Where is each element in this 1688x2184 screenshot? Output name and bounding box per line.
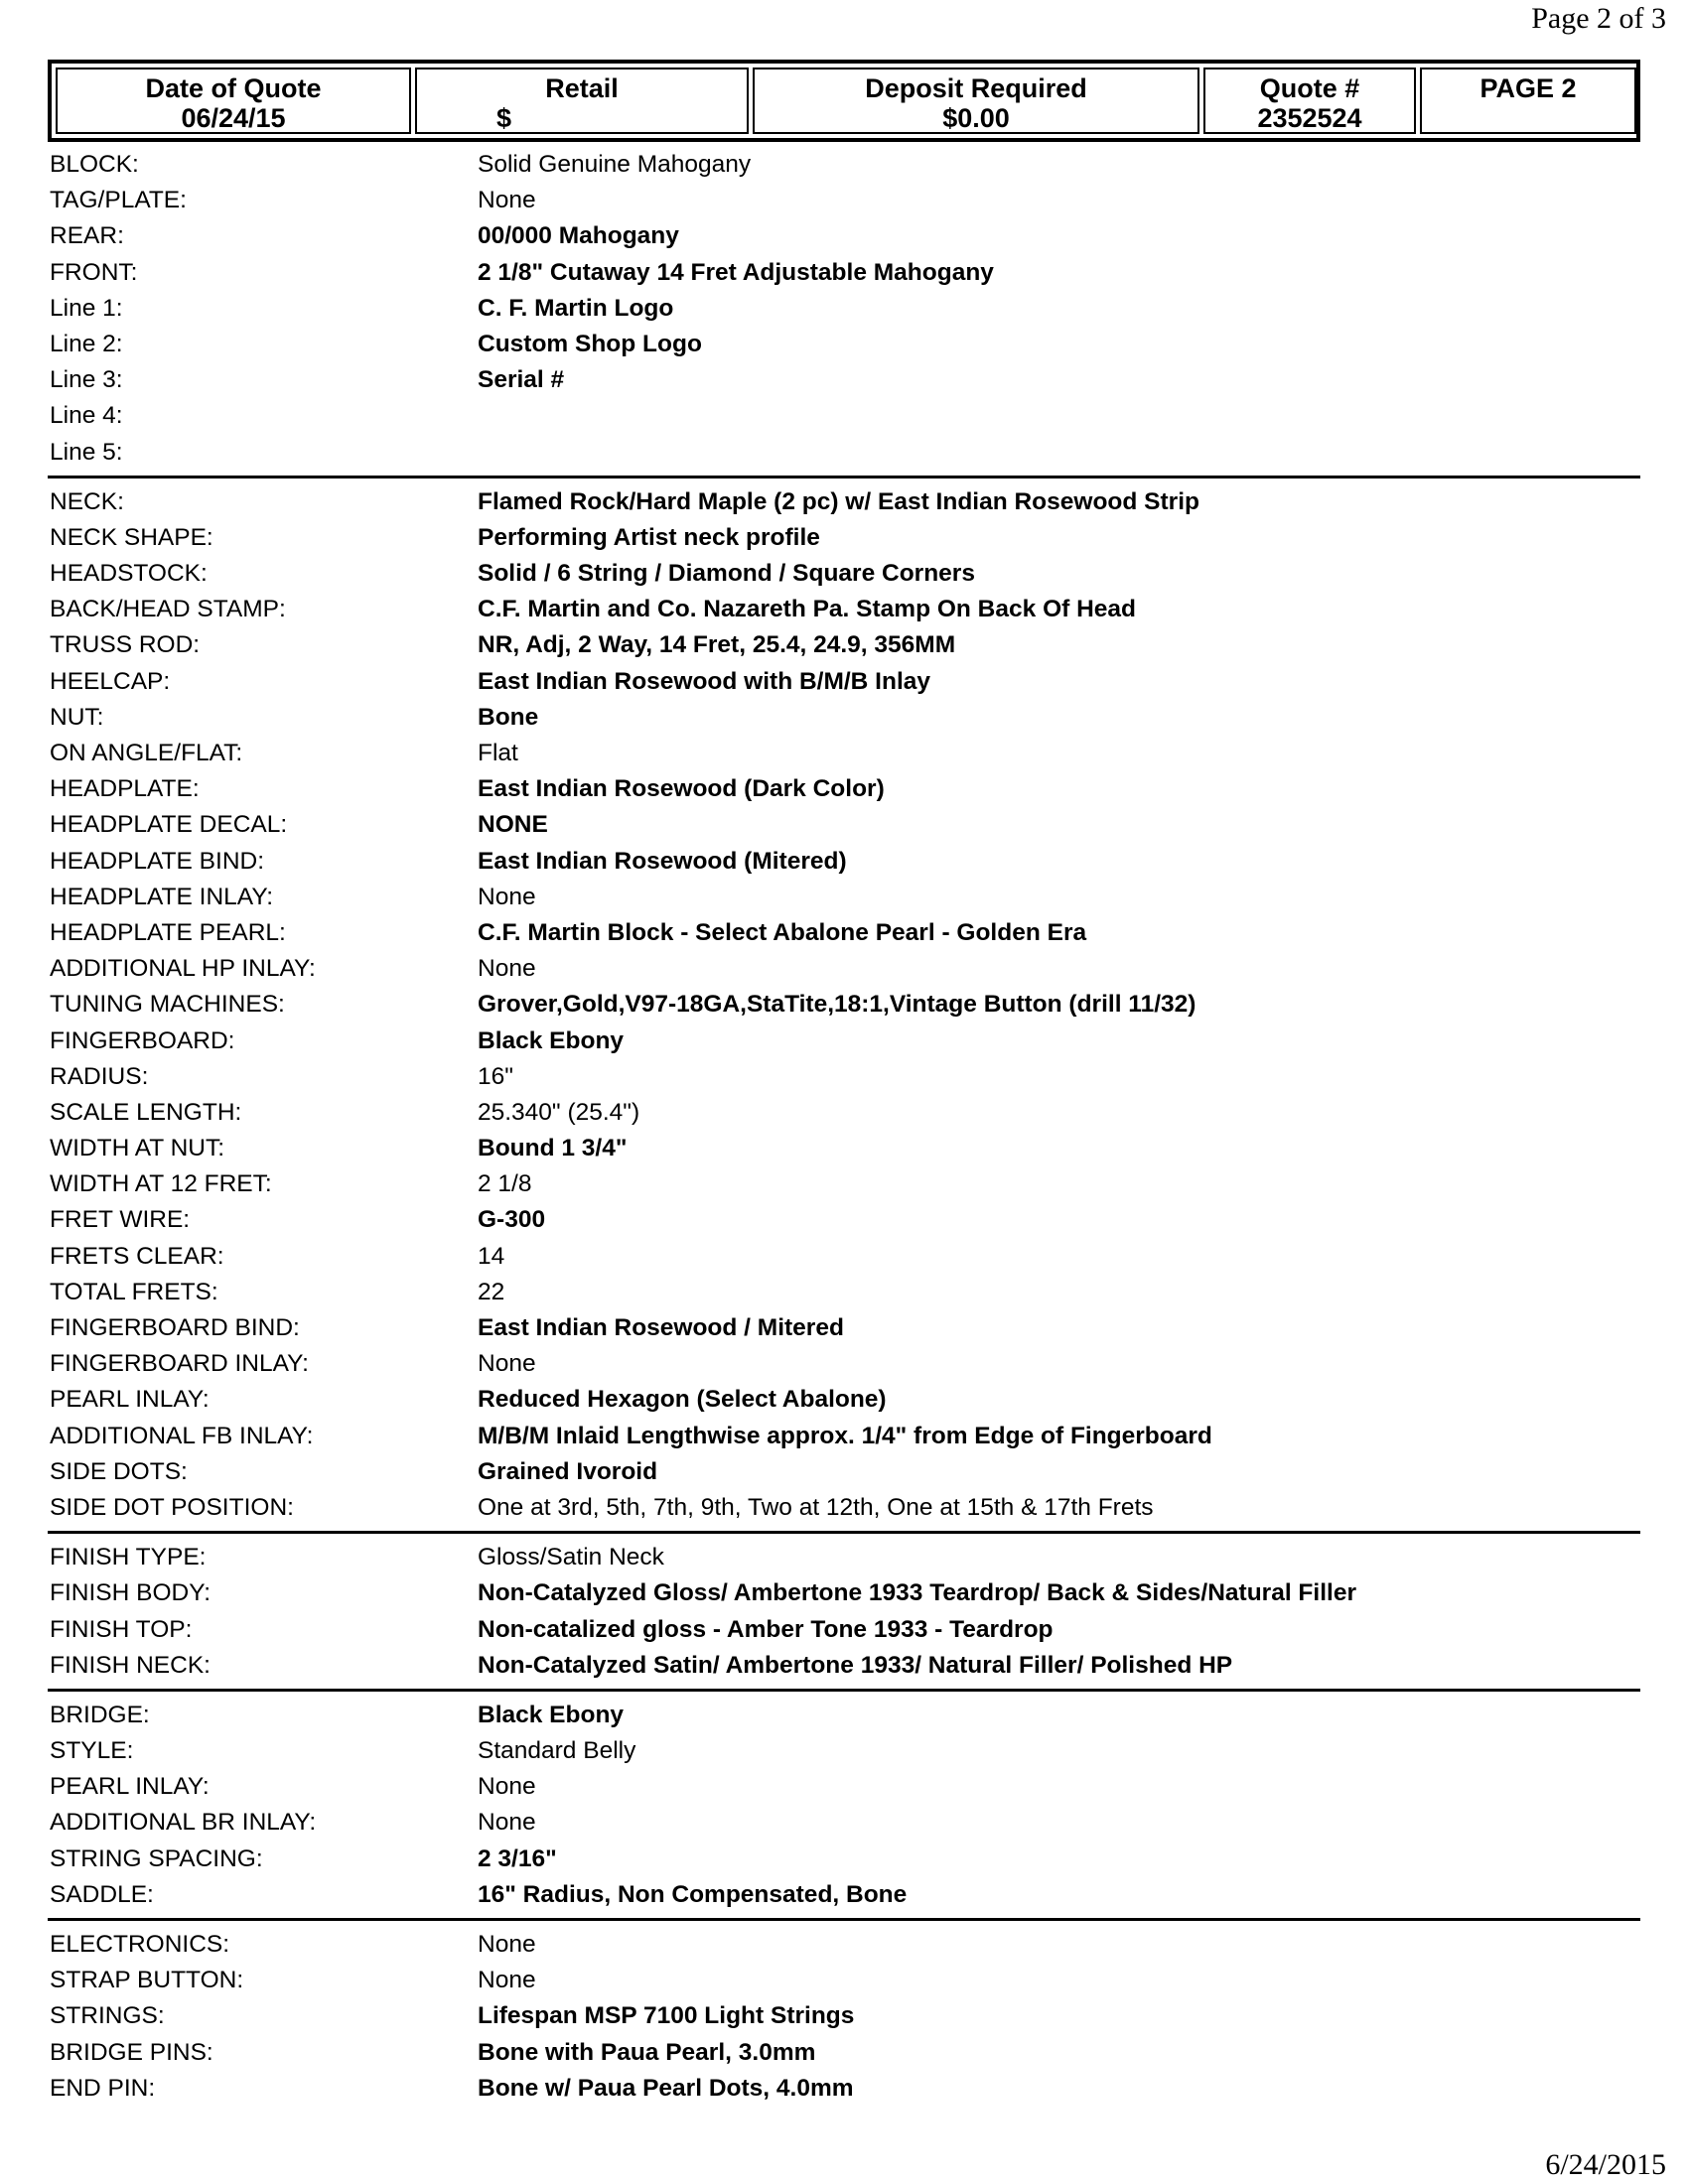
spec-row (48, 1024, 1640, 1059)
spec-value: Bone (478, 703, 539, 731)
page-indicator: Page 2 of 3 (1531, 2, 1666, 35)
spec-row (48, 147, 1640, 183)
section-divider (48, 1689, 1640, 1692)
spec-value: 16" Radius, Non Compensated, Bone (478, 1880, 908, 1908)
spec-value: G-300 (478, 1206, 546, 1234)
spec-label: REAR: (50, 222, 124, 250)
spec-row (48, 1419, 1640, 1454)
spec-value: None (478, 1773, 536, 1801)
spec-row (48, 736, 1640, 771)
spec-row (48, 398, 1640, 434)
spec-row (48, 556, 1640, 592)
spec-value: East Indian Rosewood (Dark Color) (478, 775, 885, 803)
spec-value: Non-catalized gloss - Amber Tone 1933 - Teardrop (478, 1615, 1054, 1643)
spec-row (48, 1382, 1640, 1418)
spec-section (48, 147, 1640, 471)
spec-label: PEARL INLAY: (50, 1386, 210, 1414)
spec-value: 22 (478, 1278, 505, 1305)
spec-value: None (478, 1809, 536, 1837)
spec-label: FINGERBOARD INLAY: (50, 1350, 309, 1378)
spec-row (48, 435, 1640, 471)
spec-row (48, 844, 1640, 880)
spec-label: SADDLE: (50, 1880, 154, 1908)
retail-value: $ (496, 103, 512, 133)
spec-value: Grover,Gold,V97-18GA,StaTite,18:1,Vintage Button (drill 11/32) (478, 991, 1196, 1019)
spec-label: ON ANGLE/FLAT: (50, 740, 243, 766)
spec-value: Solid / 6 String / Diamond / Square Corners (478, 560, 975, 588)
spec-value: 2 3/16" (478, 1844, 557, 1872)
spec-label: STRAP BUTTON: (50, 1967, 244, 1994)
spec-row (48, 1805, 1640, 1841)
spec-value: C.F. Martin Block - Select Abalone Pearl - Golden Era (478, 918, 1087, 946)
spec-row (48, 915, 1640, 951)
footer-date: 6/24/2015 (1545, 2148, 1666, 2181)
spec-label: Line 4: (50, 402, 123, 430)
spec-label: FINISH TYPE: (50, 1544, 207, 1571)
spec-row (48, 255, 1640, 291)
spec-row (48, 1454, 1640, 1490)
spec-label: BACK/HEAD STAMP: (50, 596, 286, 623)
spec-value: C.F. Martin and Co. Nazareth Pa. Stamp On Back Of Head (478, 596, 1136, 623)
spec-label: NECK: (50, 487, 124, 515)
spec-value: Reduced Hexagon (Select Abalone) (478, 1386, 887, 1414)
spec-value: Custom Shop Logo (478, 330, 702, 357)
section-divider (48, 476, 1640, 478)
spec-label: WIDTH AT 12 FRET: (50, 1170, 272, 1198)
spec-row (48, 1927, 1640, 1963)
spec-value: Flamed Rock/Hard Maple (2 pc) w/ East Indian Rosewood Strip (478, 487, 1199, 515)
spec-value: Standard Belly (478, 1737, 636, 1765)
spec-row (48, 291, 1640, 327)
spec-label: ADDITIONAL BR INLAY: (50, 1809, 317, 1837)
spec-label: STRING SPACING: (50, 1844, 263, 1872)
spec-label: BRIDGE PINS: (50, 2038, 213, 2066)
spec-value: Non-Catalyzed Gloss/ Ambertone 1933 Teardrop/ Back & Sides/Natural Filler (478, 1579, 1356, 1607)
spec-label: HEADPLATE BIND: (50, 847, 265, 875)
spec-row (48, 1998, 1640, 2034)
spec-value: Lifespan MSP 7100 Light Strings (478, 2002, 855, 2030)
spec-label: TOTAL FRETS: (50, 1278, 218, 1305)
spec-value: East Indian Rosewood (Mitered) (478, 847, 847, 875)
spec-row (48, 1310, 1640, 1346)
spec-row (48, 1095, 1640, 1131)
spec-label: STRINGS: (50, 2002, 165, 2030)
spec-row (48, 1963, 1640, 1998)
spec-value: Non-Catalyzed Satin/ Ambertone 1933/ Natural Filler/ Polished HP (478, 1651, 1233, 1679)
spec-label: NECK SHAPE: (50, 523, 213, 551)
spec-value: Bone with Paua Pearl, 3.0mm (478, 2038, 816, 2066)
section-divider (48, 1531, 1640, 1534)
spec-row (48, 1698, 1640, 1733)
spec-value: East Indian Rosewood / Mitered (478, 1314, 844, 1341)
quote-header (48, 60, 1640, 142)
spec-value: 2 1/8 (478, 1170, 532, 1198)
spec-row (48, 218, 1640, 254)
spec-value: Flat (478, 740, 518, 766)
spec-label: FINGERBOARD BIND: (50, 1314, 300, 1341)
spec-label: BLOCK: (50, 151, 139, 178)
spec-value: Gloss/Satin Neck (478, 1544, 664, 1571)
spec-row (48, 2035, 1640, 2071)
spec-row (48, 1612, 1640, 1648)
spec-label: WIDTH AT NUT: (50, 1135, 225, 1162)
section-divider (48, 1918, 1640, 1921)
spec-row (48, 1877, 1640, 1913)
spec-section (48, 1540, 1640, 1684)
spec-label: FRETS CLEAR: (50, 1242, 224, 1270)
spec-label: Line 3: (50, 366, 123, 394)
spec-row (48, 700, 1640, 736)
spec-label: Line 2: (50, 330, 123, 357)
date-of-quote-value: 06/24/15 (181, 103, 286, 133)
date-of-quote-label: Date of Quote (145, 73, 322, 103)
spec-label: SCALE LENGTH: (50, 1098, 242, 1126)
spec-label: HEADSTOCK: (50, 560, 208, 588)
spec-value: Serial # (478, 366, 565, 394)
spec-value: None (478, 187, 536, 214)
spec-label: FINISH BODY: (50, 1579, 211, 1607)
quote-number-cell (1203, 68, 1416, 134)
deposit-required-label: Deposit Required (865, 73, 1087, 103)
spec-row (48, 1490, 1640, 1526)
spec-sections (48, 147, 1640, 2107)
spec-section (48, 484, 1640, 1526)
spec-row (48, 1275, 1640, 1310)
spec-row (48, 1131, 1640, 1166)
spec-label: NUT: (50, 703, 104, 731)
spec-value: NONE (478, 811, 548, 839)
spec-label: RADIUS: (50, 1062, 149, 1090)
spec-value: East Indian Rosewood with B/M/B Inlay (478, 667, 931, 695)
quote-number-label: Quote # (1259, 73, 1360, 103)
spec-row (48, 951, 1640, 987)
spec-label: TUNING MACHINES: (50, 991, 285, 1019)
spec-row (48, 807, 1640, 843)
spec-value: M/B/M Inlaid Lengthwise approx. 1/4" from Edge of Fingerboard (478, 1422, 1212, 1449)
deposit-required-cell (753, 68, 1199, 134)
spec-row (48, 1346, 1640, 1382)
spec-label: BRIDGE: (50, 1701, 150, 1728)
spec-row (48, 664, 1640, 700)
spec-value: None (478, 1350, 536, 1378)
spec-value: NR, Adj, 2 Way, 14 Fret, 25.4, 24.9, 356MM (478, 631, 956, 659)
spec-row (48, 1202, 1640, 1238)
spec-row (48, 627, 1640, 663)
spec-value: 00/000 Mahogany (478, 222, 679, 250)
spec-row (48, 362, 1640, 398)
spec-row (48, 592, 1640, 627)
spec-label: FINISH TOP: (50, 1615, 193, 1643)
spec-row (48, 1059, 1640, 1095)
spec-value: None (478, 1967, 536, 1994)
spec-label: FRONT: (50, 258, 138, 286)
spec-label: ELECTRONICS: (50, 1931, 230, 1958)
spec-label: END PIN: (50, 2074, 156, 2102)
spec-label: PEARL INLAY: (50, 1773, 210, 1801)
spec-label: ADDITIONAL HP INLAY: (50, 955, 316, 983)
spec-label: HEADPLATE INLAY: (50, 883, 274, 910)
spec-label: HEELCAP: (50, 667, 171, 695)
spec-label: FRET WIRE: (50, 1206, 191, 1234)
spec-value: Bone w/ Paua Pearl Dots, 4.0mm (478, 2074, 854, 2102)
spec-value: Bound 1 3/4" (478, 1135, 628, 1162)
spec-section (48, 1698, 1640, 1913)
spec-value: Black Ebony (478, 1701, 625, 1728)
spec-row (48, 484, 1640, 520)
retail-cell (415, 68, 749, 134)
spec-value: 16" (478, 1062, 513, 1090)
spec-row (48, 1769, 1640, 1805)
spec-value: 25.340" (25.4") (478, 1098, 640, 1126)
spec-label: ADDITIONAL FB INLAY: (50, 1422, 314, 1449)
spec-value: None (478, 955, 536, 983)
spec-row (48, 1166, 1640, 1202)
quote-number-value: 2352524 (1257, 103, 1362, 133)
spec-row (48, 183, 1640, 218)
spec-label: HEADPLATE PEARL: (50, 918, 286, 946)
spec-label: HEADPLATE DECAL: (50, 811, 288, 839)
spec-label: Line 1: (50, 294, 123, 322)
spec-row (48, 771, 1640, 807)
spec-row (48, 1575, 1640, 1611)
spec-value: Performing Artist neck profile (478, 523, 820, 551)
spec-row (48, 1842, 1640, 1877)
spec-row (48, 1239, 1640, 1275)
date-of-quote-cell (56, 68, 411, 134)
spec-label: TRUSS ROD: (50, 631, 201, 659)
spec-row (48, 520, 1640, 556)
spec-label: SIDE DOTS: (50, 1457, 188, 1485)
spec-row (48, 880, 1640, 915)
spec-value: 2 1/8" Cutaway 14 Fret Adjustable Mahogany (478, 258, 994, 286)
spec-label: HEADPLATE: (50, 775, 200, 803)
spec-label: FINISH NECK: (50, 1651, 211, 1679)
page-label: PAGE 2 (1479, 73, 1577, 103)
spec-row (48, 987, 1640, 1023)
spec-label: STYLE: (50, 1737, 134, 1765)
retail-label: Retail (545, 73, 619, 103)
spec-row (48, 1540, 1640, 1575)
spec-row (48, 327, 1640, 362)
spec-section (48, 1927, 1640, 2107)
spec-value: Grained Ivoroid (478, 1457, 658, 1485)
spec-row (48, 1733, 1640, 1769)
spec-value: None (478, 883, 536, 910)
deposit-required-value: $0.00 (942, 103, 1010, 133)
spec-label: TAG/PLATE: (50, 187, 187, 214)
spec-label: Line 5: (50, 438, 123, 466)
spec-label: FINGERBOARD: (50, 1026, 235, 1054)
spec-value: One at 3rd, 5th, 7th, 9th, Two at 12th, One at 15th & 17th Frets (478, 1493, 1154, 1521)
spec-value: 14 (478, 1242, 505, 1270)
spec-value: C. F. Martin Logo (478, 294, 674, 322)
spec-value: None (478, 1931, 536, 1958)
spec-label: SIDE DOT POSITION: (50, 1493, 294, 1521)
spec-value: Black Ebony (478, 1026, 625, 1054)
spec-row (48, 1648, 1640, 1684)
spec-row (48, 2071, 1640, 2107)
spec-value: Solid Genuine Mahogany (478, 151, 752, 178)
page-label-cell (1420, 68, 1636, 134)
